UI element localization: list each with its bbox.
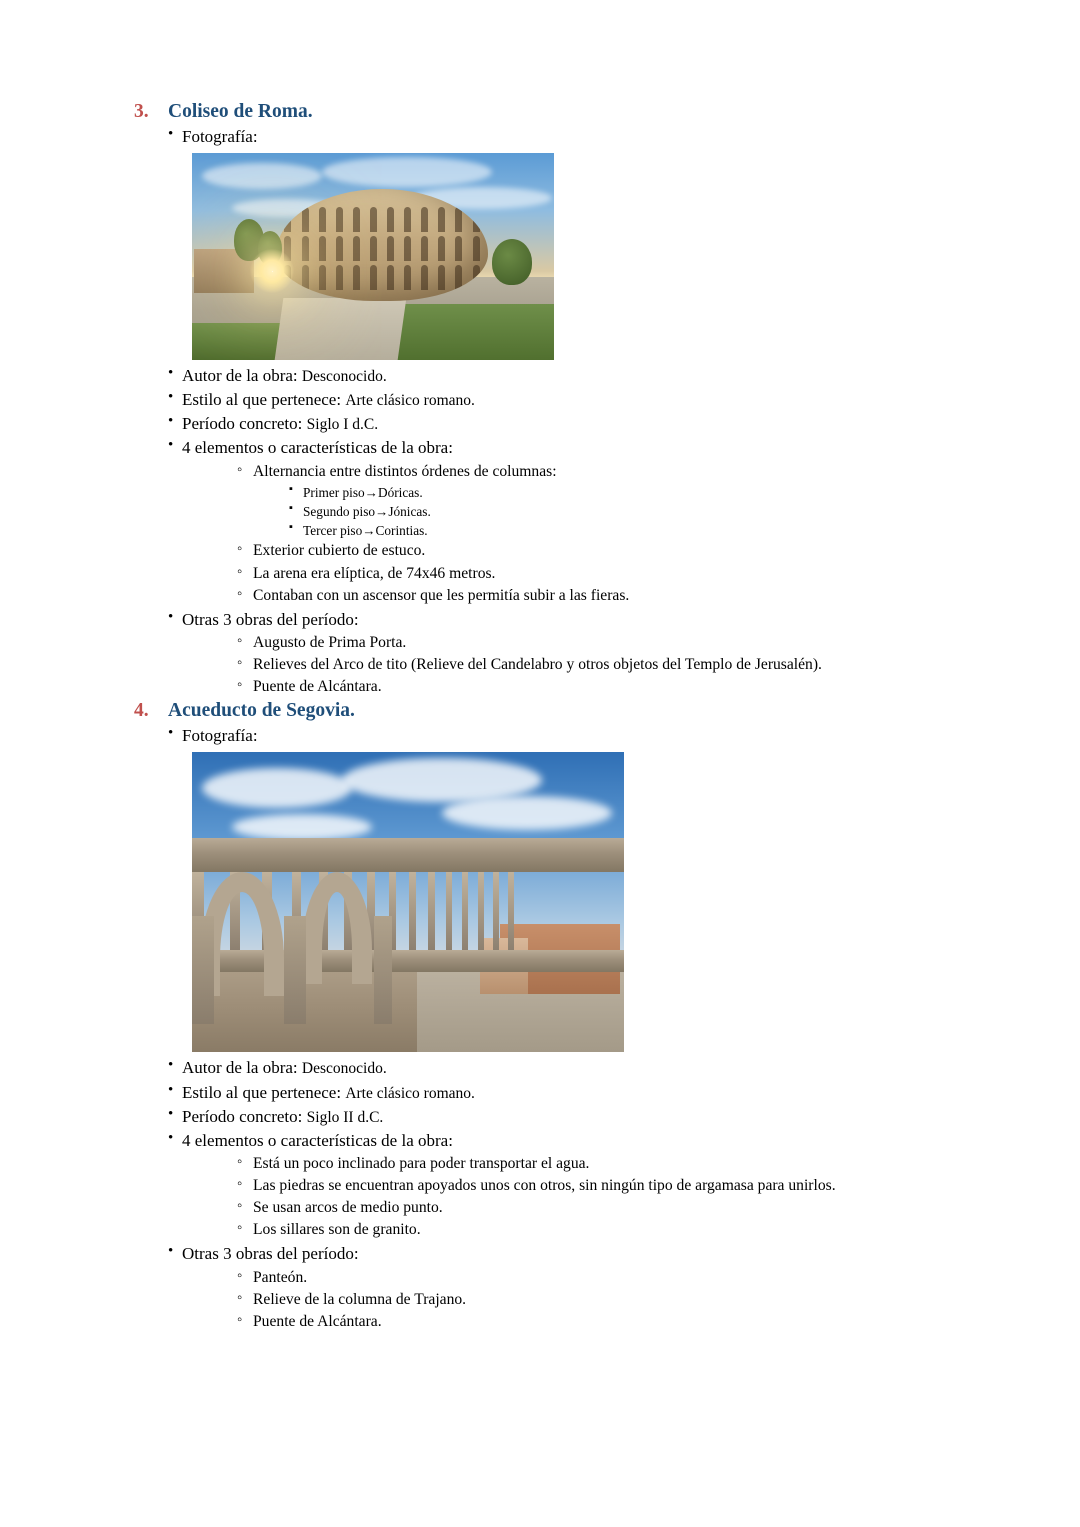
feature-item [237,461,954,541]
section-coliseo [134,100,954,698]
others-heading: Otras 3 obras del período: [182,1244,359,1264]
feature-subitems [289,483,954,541]
lawn [192,323,286,360]
aqueduct-pillar [374,916,392,1024]
feature-item: ◦ Contaban con un ascensor que les permitía subir a las fieras. [237,585,954,607]
other-item: ◦ Puente de Alcántara. [237,1311,954,1333]
feature-subitem: ▪ Tercer piso→Corintias. [289,521,954,540]
field-value: Desconocido. [301,368,387,386]
section-acueducto [134,699,954,1333]
feature-text: Alternancia entre distintos órdenes de columnas: [253,462,557,480]
aqueduct-pillar [284,916,306,1024]
field-estilo [168,1081,954,1104]
features-heading: 4 elementos o características de la obra: [182,1130,453,1150]
section-title: Acueducto de Segovia. [168,700,355,722]
feature-item: ◦ Los sillares son de granito. [237,1219,954,1241]
features-heading-item [168,436,954,606]
aqueduct-photo [192,752,624,1052]
feature-subitem: ▪ Segundo piso→Jónicas. [289,502,954,521]
section-heading [134,100,954,125]
arch-row [284,236,479,261]
field-value: Siglo I d.C. [306,416,379,434]
photo-container-aqueduct [192,752,954,1052]
section-title: Coliseo de Roma. [168,101,313,122]
field-autor [168,1056,954,1079]
feature-item: ◦ Se usan arcos de medio punto. [237,1197,954,1219]
document-content [134,100,954,1334]
arch-row [284,265,479,290]
field-label: Estilo al que pertenece: [182,1082,342,1102]
others-heading: Otras 3 obras del período: [182,609,359,629]
aqueduct-upper-band [192,838,624,872]
cloud-icon [202,163,322,189]
feature-item: ◦ Está un poco inclinado para poder transportar el agua. [237,1153,954,1175]
section-number: 3. [134,101,149,122]
arch-row [284,207,479,232]
photo-label-item [168,724,954,1052]
other-item: ◦ Relieves del Arco de tito (Relieve del Candelabro y otros objetos del Templo de Jerusalén). [237,654,954,676]
field-value: Arte clásico romano. [345,392,475,410]
field-value: Desconocido. [301,1060,387,1078]
section-body-list [168,125,954,698]
other-item: ◦ Panteón. [237,1267,954,1289]
feature-subitem: ▪ Primer piso→Dóricas. [289,483,954,502]
field-value: Siglo II d.C. [306,1108,384,1126]
field-label: Autor de la obra: [182,366,298,386]
others-list [237,1267,954,1333]
section-heading [134,699,954,724]
field-periodo [168,1105,954,1128]
field-value: Arte clásico romano. [345,1084,475,1102]
features-heading: 4 elementos o características de la obra: [182,438,453,458]
path [275,298,407,360]
field-estilo [168,388,954,411]
other-item: ◦ Relieve de la columna de Trajano. [237,1289,954,1311]
field-label: Período concreto: [182,1106,303,1126]
aqueduct-pillar [192,916,214,1024]
features-list [237,461,954,607]
section-number: 4. [134,700,149,722]
field-label: Período concreto: [182,414,303,434]
others-heading-item [168,1242,954,1333]
lawn [395,304,554,360]
features-heading-item [168,1129,954,1242]
cloud-icon [322,157,492,187]
field-label: Estilo al que pertenece: [182,390,342,410]
other-item: ◦ Puente de Alcántara. [237,676,954,698]
photo-label: Fotografía: [182,726,258,746]
others-heading-item [168,608,954,699]
tree [492,239,532,285]
features-list [237,1153,954,1242]
other-item: ◦ Augusto de Prima Porta. [237,632,954,654]
photo-label: Fotografía: [182,126,258,146]
photo-container-colosseum [192,153,954,360]
field-label: Autor de la obra: [182,1058,298,1078]
colosseum-photo [192,153,554,360]
others-list [237,632,954,698]
feature-item: ◦ La arena era elíptica, de 74x46 metros. [237,563,954,585]
feature-item: ◦ Las piedras se encuentran apoyados unos con otros, sin ningún tipo de argamasa para unirlos. [237,1175,954,1197]
section-body-list [168,724,954,1333]
field-periodo [168,412,954,435]
sun-glow [272,271,273,272]
field-autor [168,364,954,387]
photo-label-item [168,125,954,360]
feature-item: ◦ Exterior cubierto de estuco. [237,540,954,562]
